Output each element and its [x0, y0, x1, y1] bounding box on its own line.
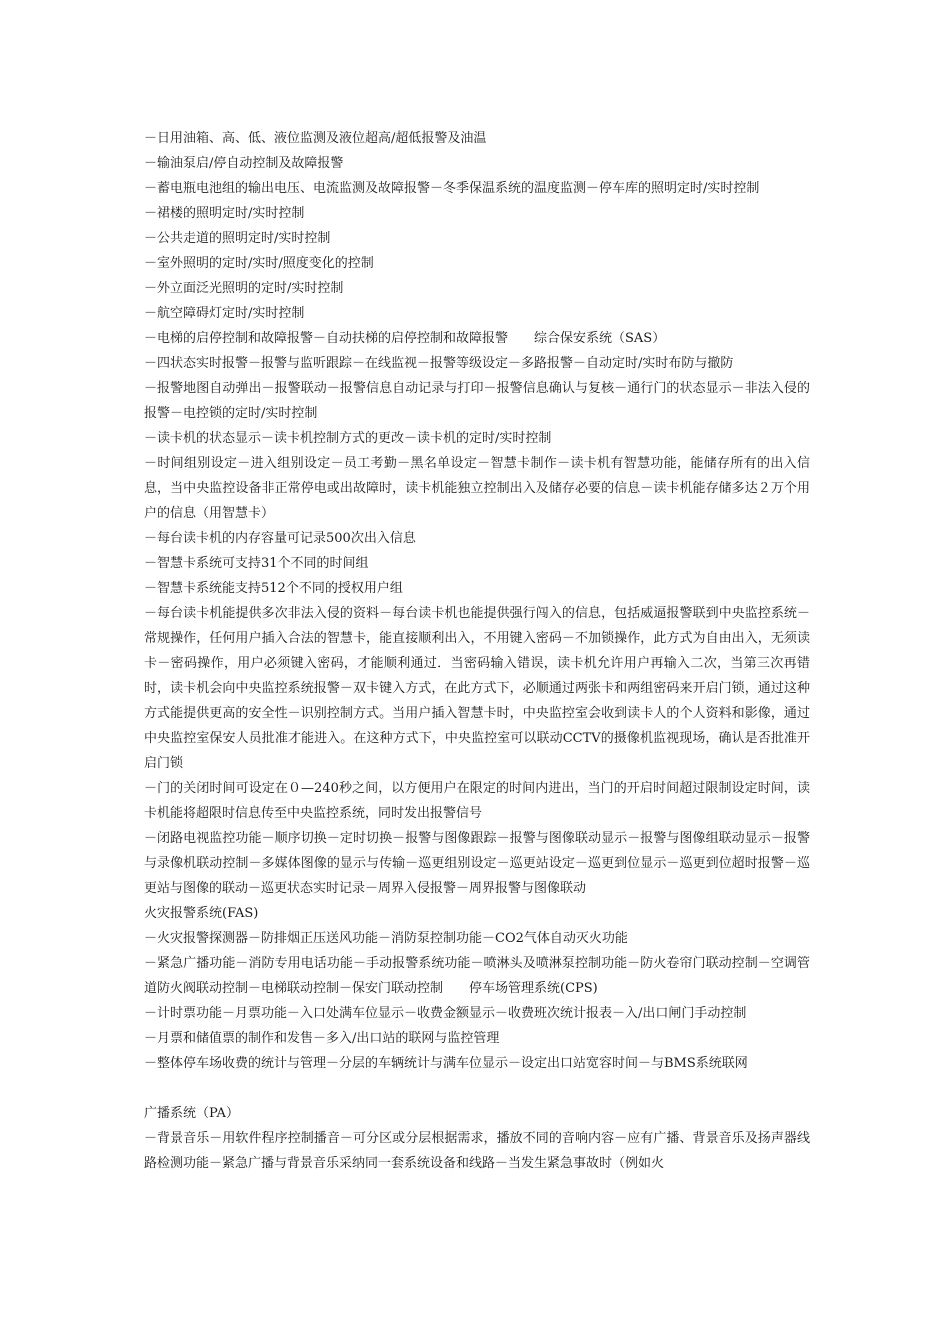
paragraph-daily-oil-tank: －日用油箱、高、低、液位监测及液位超高/超低报警及油温 — [144, 131, 487, 146]
paragraph-card-reader-status: －读卡机的状态显示－读卡机控制方式的更改－读卡机的定时/实时控制 — [144, 431, 552, 446]
paragraph-time-group-count: －智慧卡系统可支持31个不同的时间组 — [144, 556, 369, 571]
paragraph-emergency-broadcast-cps: －紧急广播功能－消防专用电话功能－手动报警系统功能－喷淋头及喷淋泵控制功能－防火卷帘门联动控制－空调管道防火阀联动控制－电梯联动控制－保安门联动控制 停车场管理系统(CPS) — [144, 956, 810, 996]
paragraph-intrusion-operations: －每台读卡机能提供多次非法入侵的资料－每台读卡机也能提供强行闯入的信息，包括威逼报警联到中央监控系统－常规操作，任何用户插入合法的智慧卡，能直接顺利出入，不用键入密码－不加锁操作，此方式为自由出入，无须读卡－密码操作，用户必须键入密码，才能顺利通过．当密码输入错误，读卡机允许用户再输入二次，当第三次再错时，读卡机会向中央监控系统报警－双卡键入方式，在此方式下，必顺通过两张卡和两组密码来开启门锁，通过这种方式能提供更高的安全性－识别控制方式。当用户插入智慧卡时，中央监控室会收到读卡人的个人资料和影像，通过中央监控室保安人员批准才能进入。在这种方式下，中央监控室可以联动CCTV的摄像机监视现场，确认是否批准开启门锁 — [144, 606, 810, 771]
paragraph-alarm-map: －报警地图自动弹出－报警联动－报警信息自动记录与打印－报警信息确认与复核－通行门的状态显示－非法入侵的报警－电控锁的定时/实时控制 — [144, 381, 810, 421]
paragraph-cctv-patrol: －闭路电视监控功能－顺序切换－定时切换－报警与图像跟踪－报警与图像联动显示－报警与图像组联动显示－报警与录像机联动控制－多媒体图像的显示与传输－巡更组别设定－巡更站设定－巡更到位显示－巡更到位超时报警－巡更站与图像的联动－巡更状态实时记录－周界入侵报警－周界报警与图像联动 — [144, 831, 810, 896]
paragraph-podium-lighting: －裙楼的照明定时/实时控制 — [144, 206, 305, 221]
paragraph-outdoor-lighting: －室外照明的定时/实时/照度变化的控制 — [144, 256, 374, 271]
document-body — [144, 126, 810, 1176]
paragraph-ticket-functions: －计时票功能－月票功能－入口处满车位显示－收费金额显示－收费班次统计报表－入/出口闸门手动控制 — [144, 1006, 747, 1021]
paragraph-alarm-states: －四状态实时报警－报警与监听跟踪－在线监视－报警等级设定－多路报警－自动定时/实时布防与撤防 — [144, 356, 734, 371]
paragraph-door-close-time: －门的关闭时间可设定在０—240秒之间，以方便用户在限定的时间内进出，当门的开启时间超过限制设定时间，读卡机能将超限时信息传至中央监控系统，同时发出报警信号 — [144, 781, 810, 821]
paragraph-user-group-count: －智慧卡系统能支持512个不同的授权用户组 — [144, 581, 403, 596]
heading-fas: 火灾报警系统(FAS) — [144, 906, 259, 921]
paragraph-reader-memory: －每台读卡机的内存容量可记录500次出入信息 — [144, 531, 416, 546]
heading-pa: 广播系统（PA） — [144, 1106, 239, 1121]
paragraph-background-music: －背景音乐－用软件程序控制播音－可分区或分层根据需求，播放不同的音响内容－应有广播、背景音乐及扬声器线路检测功能－紧急广播与背景音乐采纳同一套系统设备和线路－当发生紧急事故时（例如火 — [144, 1131, 810, 1171]
paragraph-facade-lighting: －外立面泛光照明的定时/实时控制 — [144, 281, 344, 296]
blank-line — [144, 1076, 810, 1101]
paragraph-battery-monitoring: －蓄电瓶电池组的输出电压、电流监测及故障报警－冬季保温系统的温度监测－停车库的照明定时/实时控制 — [144, 181, 760, 196]
paragraph-elevator-sas: －电梯的启停控制和故障报警－自动扶梯的启停控制和故障报警 综合保安系统（SAS） — [144, 331, 666, 346]
paragraph-aviation-lights: －航空障碍灯定时/实时控制 — [144, 306, 305, 321]
paragraph-time-groups: －时间组别设定－进入组别设定－员工考勤－黑名单设定－智慧卡制作－读卡机有智慧功能，能储存所有的出入信息，当中央监控设备非正常停电或出故障时，读卡机能独立控制出入及储存必要的信息－读卡机能存储多达２万个用户的信息（用智慧卡） — [144, 456, 810, 521]
paragraph-oil-pump: －输油泵启/停自动控制及故障报警 — [144, 156, 344, 171]
paragraph-parking-statistics: －整体停车场收费的统计与管理－分层的车辆统计与满车位显示－设定出口站宽容时间－与BMS系统联网 — [144, 1056, 748, 1071]
paragraph-monthly-ticket: －月票和储值票的制作和发售－多入/出口站的联网与监控管理 — [144, 1031, 500, 1046]
paragraph-corridor-lighting: －公共走道的照明定时/实时控制 — [144, 231, 331, 246]
paragraph-fire-detector: －火灾报警探测器－防排烟正压送风功能－消防泵控制功能－CO2气体自动灭火功能 — [144, 931, 628, 946]
